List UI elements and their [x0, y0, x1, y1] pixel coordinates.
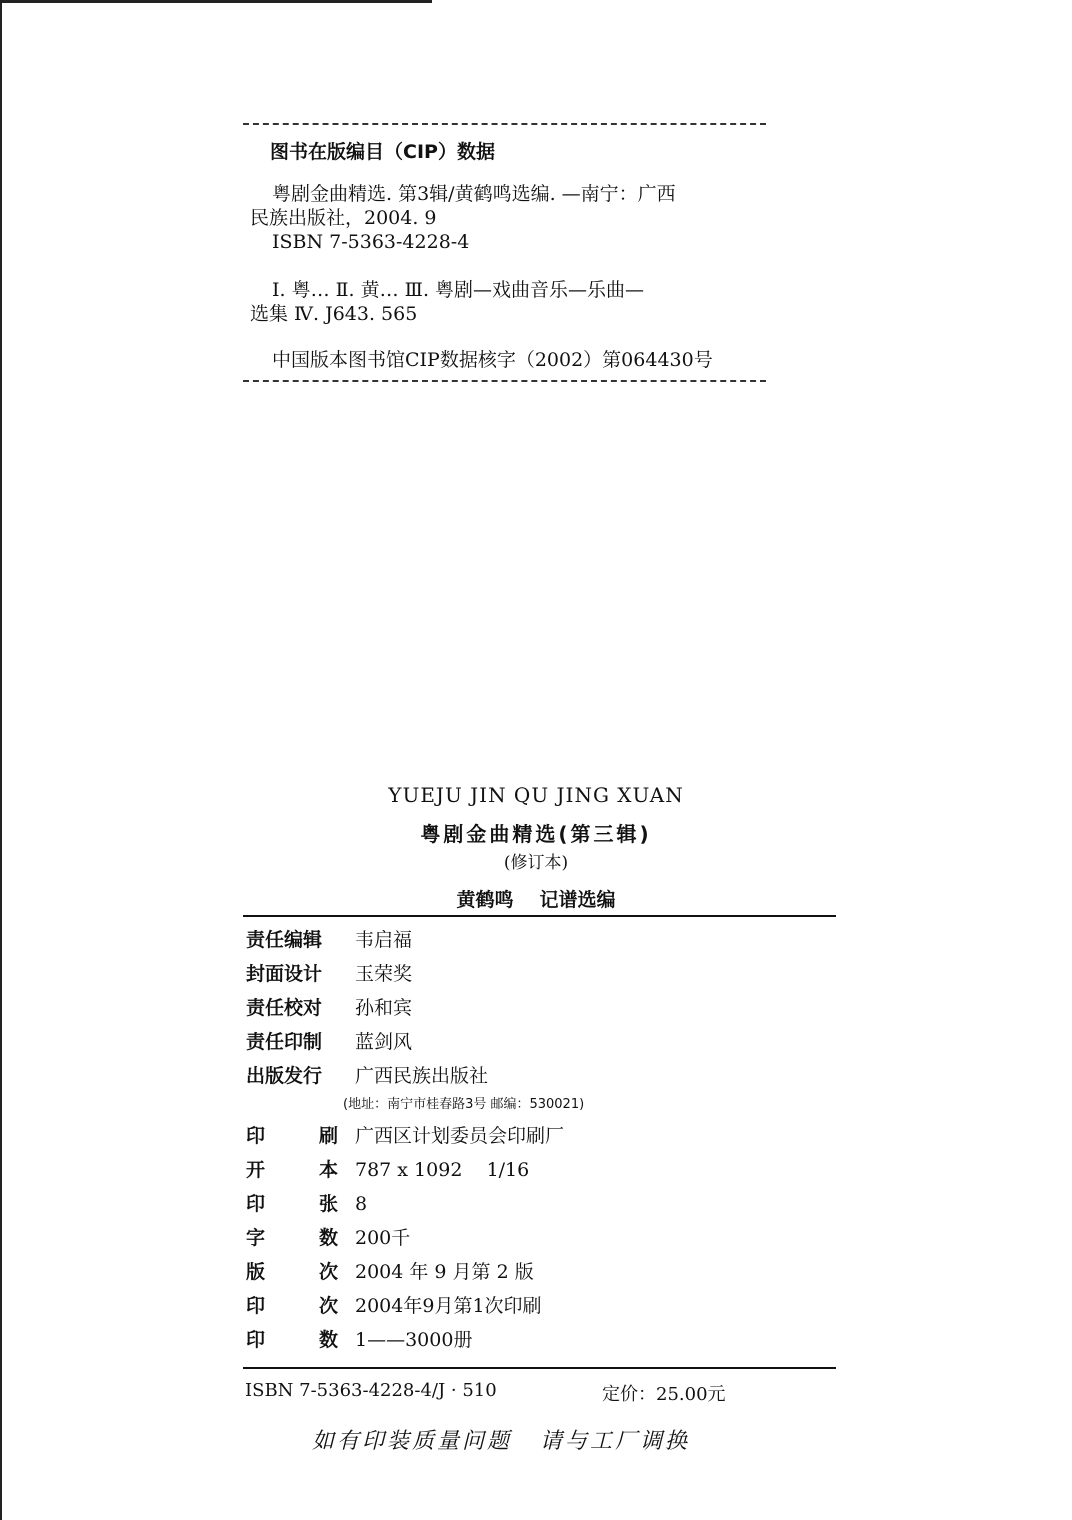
revised-edition-note: (修订本)	[503, 853, 569, 873]
credit-label	[246, 1258, 338, 1286]
scan-edge-left	[0, 0, 2, 1520]
credit-value: 200千	[355, 1227, 411, 1249]
label-char: 数	[318, 1227, 338, 1249]
credit-label: 责任印制	[246, 1031, 323, 1053]
credit-label: 封面设计	[246, 963, 323, 985]
cip-line-1: 粤剧金曲精选. 第3辑/黄鹤鸣选编. —南宁：广西	[272, 183, 676, 205]
credit-value: 孙和宾	[355, 997, 413, 1019]
label-char: 版	[246, 1261, 266, 1283]
credit-row-proof	[246, 994, 836, 1028]
credit-label	[246, 1224, 338, 1252]
cip-line-5: 选集 Ⅳ. J643. 565	[250, 303, 418, 325]
credit-value: 2004年9月第1次印刷	[355, 1295, 542, 1317]
label-char: 印	[246, 1329, 266, 1351]
credit-value: 韦启福	[355, 929, 413, 951]
credit-value: 蓝剑风	[355, 1031, 413, 1053]
label-char: 刷	[318, 1125, 338, 1147]
label-char: 印	[246, 1295, 266, 1317]
credit-value: 广西民族出版社	[355, 1065, 489, 1087]
credit-value: 8	[355, 1193, 368, 1215]
book-title: 粤剧金曲精选(第三辑)	[420, 822, 652, 846]
credit-row-sheets	[246, 1190, 836, 1224]
label-char: 数	[318, 1329, 338, 1351]
cip-bottom-divider	[243, 380, 766, 382]
credit-row-format	[246, 1156, 836, 1190]
cip-title: 图书在版编目（CIP）数据	[270, 141, 495, 163]
credit-row-impression	[246, 1292, 836, 1326]
credit-row-copies	[246, 1326, 836, 1360]
notice-part-1: 如有印装质量问题	[312, 1429, 513, 1454]
label-char: 印	[246, 1193, 266, 1215]
credit-row-editor	[246, 926, 836, 960]
price: 定价：25.00元	[602, 1384, 726, 1405]
credit-value: 787 x 1092 1/16	[355, 1159, 530, 1181]
cip-line-2: 民族出版社，2004. 9	[250, 207, 437, 229]
isbn-number: ISBN 7-5363-4228-4/J · 510	[245, 1380, 497, 1401]
notice-part-2: 请与工厂调换	[540, 1429, 691, 1454]
credit-value: 广西区计划委员会印刷厂	[355, 1125, 565, 1147]
credit-label	[246, 1122, 338, 1150]
label-char: 印	[246, 1125, 266, 1147]
credit-row-publisher	[246, 1062, 836, 1096]
book-pinyin-title: YUEJU JIN QU JING XUAN	[388, 783, 684, 807]
publisher-address: (地址：南宁市桂春路3号 邮编：530021)	[343, 1097, 585, 1112]
cip-top-divider	[243, 123, 766, 125]
credits-top-rule	[243, 915, 836, 917]
credits-table	[246, 926, 836, 1360]
label-char: 次	[318, 1295, 338, 1317]
scan-edge-top	[0, 0, 432, 3]
credit-value: 2004 年 9 月第 2 版	[355, 1261, 534, 1283]
credit-row-printer	[246, 1122, 836, 1156]
credit-label: 责任编辑	[246, 929, 323, 951]
author-role: 记谱选编	[539, 889, 616, 911]
quality-notice	[312, 1424, 690, 1455]
cip-line-6: 中国版本图书馆CIP数据核字（2002）第064430号	[272, 349, 713, 371]
cip-block	[250, 140, 760, 372]
credit-value: 1——3000册	[355, 1329, 473, 1351]
label-char: 本	[318, 1159, 338, 1181]
credit-label	[246, 1292, 338, 1320]
cip-line-3: ISBN 7-5363-4228-4	[272, 231, 470, 253]
credit-row-words	[246, 1224, 836, 1258]
author-line	[0, 885, 1072, 912]
credit-label: 出版发行	[246, 1065, 323, 1087]
label-char: 张	[318, 1193, 338, 1215]
credit-value: 玉荣奖	[355, 963, 413, 985]
credit-label: 责任校对	[246, 997, 323, 1019]
credit-row-cover	[246, 960, 836, 994]
credit-row-edition	[246, 1258, 836, 1292]
label-char: 开	[246, 1159, 266, 1181]
author-name: 黄鹤鸣	[456, 889, 514, 911]
credit-row-print-resp	[246, 1028, 836, 1062]
credit-label	[246, 1190, 338, 1218]
credits-bottom-rule	[243, 1367, 836, 1369]
label-char: 字	[246, 1227, 266, 1249]
label-char: 次	[318, 1261, 338, 1283]
credit-label	[246, 1326, 338, 1354]
cip-line-4: Ⅰ. 粤… Ⅱ. 黄… Ⅲ. 粤剧—戏曲音乐—乐曲—	[272, 279, 645, 301]
credit-label	[246, 1156, 338, 1184]
